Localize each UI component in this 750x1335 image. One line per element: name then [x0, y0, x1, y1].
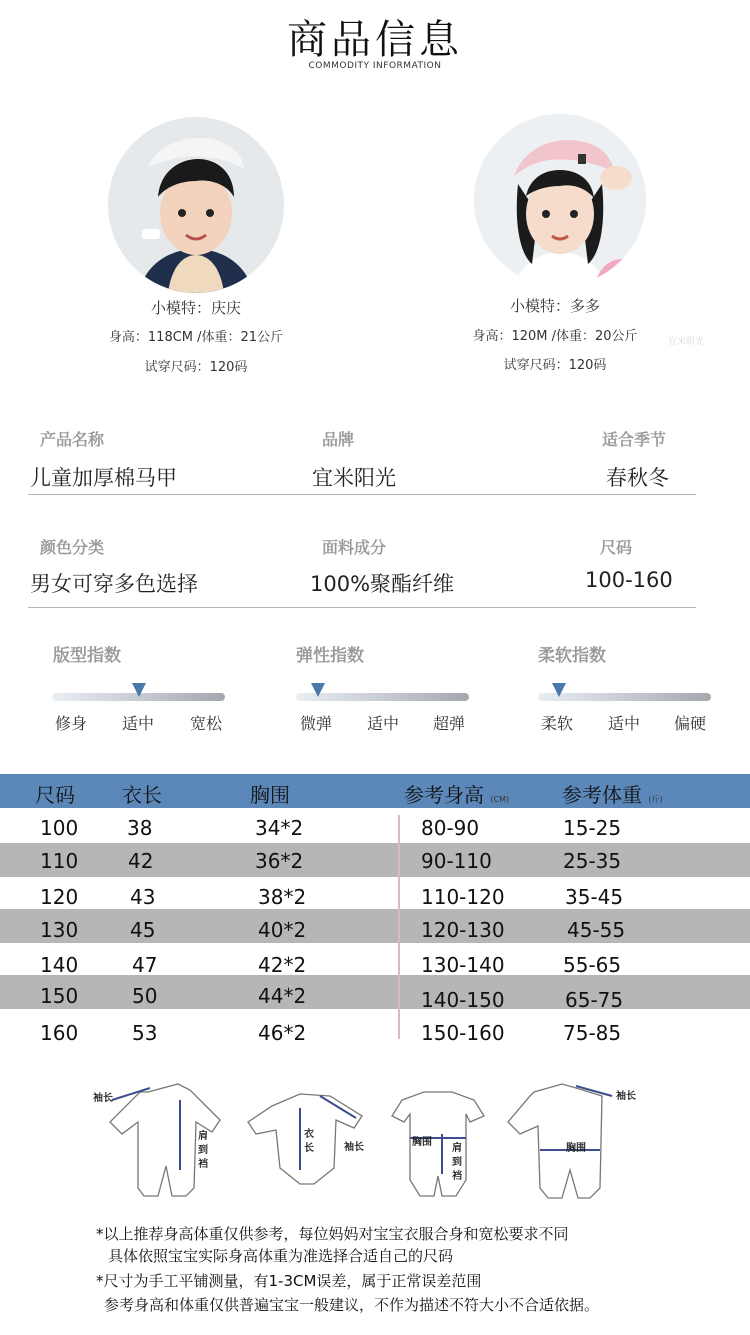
- index-title-elasticity: 弹性指数: [296, 646, 364, 666]
- cell-chest: 34*2: [255, 816, 304, 840]
- index-title-softness: 柔软指数: [538, 646, 606, 666]
- page-subtitle: COMMODITY INFORMATION: [308, 61, 442, 71]
- spec-label: 尺码: [600, 538, 633, 557]
- cell-height: 130-140: [421, 953, 505, 977]
- index-tick: 适中: [122, 714, 155, 733]
- table-header-size: 尺码: [35, 783, 75, 807]
- divider: [28, 607, 696, 608]
- elasticity-index-marker: [311, 683, 325, 697]
- cell-chest: 44*2: [258, 984, 307, 1008]
- cell-size: 120: [40, 885, 79, 909]
- diagram-label: 胸围: [566, 1143, 586, 1154]
- diagram-label: 袖长: [93, 1093, 113, 1104]
- girl-portrait-icon: [474, 114, 646, 286]
- model-size: 试穿尺码：120码: [503, 358, 607, 373]
- row-band: [0, 975, 750, 1009]
- note-line: *以上推荐身高体重仅供参考，每位妈妈对宝宝衣服合身和宽松要求不同: [96, 1225, 569, 1243]
- cell-weight: 15-25: [563, 816, 622, 840]
- index-tick: 超弹: [433, 714, 466, 733]
- spec-label: 颜色分类: [40, 538, 105, 557]
- cell-length: 50: [132, 984, 158, 1008]
- cell-size: 100: [40, 816, 79, 840]
- model-boy-photo: [108, 117, 284, 293]
- index-tick: 适中: [608, 714, 641, 733]
- cell-size: 110: [40, 849, 79, 873]
- cell-chest: 40*2: [258, 918, 307, 942]
- page-title: 商品信息: [287, 17, 463, 63]
- diagram-label: 袖长: [616, 1091, 636, 1102]
- index-tick: 微弹: [300, 714, 333, 733]
- spec-label: 适合季节: [602, 430, 667, 449]
- cell-length: 47: [132, 953, 158, 977]
- index-title-fit: 版型指数: [53, 646, 121, 666]
- cell-length: 45: [130, 918, 156, 942]
- cell-size: 140: [40, 953, 79, 977]
- cell-chest: 42*2: [258, 953, 307, 977]
- table-header-height: 参考身高 (CM): [404, 783, 510, 807]
- model-girl-photo: [474, 114, 646, 286]
- spec-value: 宜米阳光: [312, 466, 396, 490]
- cell-height: 80-90: [421, 816, 480, 840]
- softness-index-marker: [552, 683, 566, 697]
- cell-weight: 75-85: [563, 1021, 622, 1045]
- row-band: [0, 909, 750, 943]
- divider: [28, 494, 696, 495]
- cell-weight: 55-65: [563, 953, 622, 977]
- cell-height: 90-110: [421, 849, 492, 873]
- index-tick: 宽松: [190, 714, 223, 733]
- cell-height: 140-150: [421, 988, 505, 1012]
- diagram-label: 胸围: [412, 1137, 432, 1148]
- boy-portrait-icon: [108, 117, 284, 293]
- cell-length: 38: [127, 816, 153, 840]
- cell-length: 43: [130, 885, 156, 909]
- cell-height: 120-130: [421, 918, 505, 942]
- diagram-label: 袖长: [344, 1142, 364, 1153]
- diagram-label: 肩 到 裆: [452, 1143, 462, 1182]
- cell-chest: 46*2: [258, 1021, 307, 1045]
- cell-size: 160: [40, 1021, 79, 1045]
- short-sleeve-romper-icon: [392, 1092, 484, 1196]
- index-tick: 修身: [55, 714, 88, 733]
- spec-value: 100%聚酯纤维: [310, 572, 455, 596]
- cell-weight: 35-45: [565, 885, 624, 909]
- table-header-chest: 胸围: [250, 783, 290, 807]
- index-tick: 柔软: [541, 714, 574, 733]
- table-header-weight: 参考体重 (斤): [562, 783, 663, 807]
- index-tick: 适中: [367, 714, 400, 733]
- cell-length: 42: [128, 849, 154, 873]
- diagram-label: 肩 到 裆: [198, 1131, 208, 1170]
- fit-index-marker: [132, 683, 146, 697]
- note-line: *尺寸为手工平铺测量，有1-3CM误差，属于正常误差范围: [96, 1272, 482, 1290]
- cell-height: 110-120: [421, 885, 505, 909]
- model-size: 试穿尺码：120码: [144, 360, 248, 375]
- cell-size: 150: [40, 984, 79, 1008]
- model-stats: 身高：120M /体重：20公斤: [472, 329, 638, 344]
- long-sleeve-romper-back-icon: [508, 1084, 602, 1198]
- watermark: 宜米阳光: [668, 337, 705, 347]
- spec-label: 面料成分: [322, 538, 387, 557]
- table-header-length: 衣长: [122, 783, 162, 807]
- index-tick: 偏硬: [674, 714, 707, 733]
- note-line: 参考身高和体重仅供普遍宝宝一般建议，不作为描述不符大小不合适依据。: [104, 1296, 600, 1314]
- cell-chest: 38*2: [258, 885, 307, 909]
- diagram-label: 衣 长: [304, 1129, 314, 1154]
- cell-height: 150-160: [421, 1021, 505, 1045]
- table-divider-line: [398, 815, 400, 1039]
- spec-value: 男女可穿多色选择: [30, 572, 198, 596]
- row-band: [0, 843, 750, 877]
- model-stats: 身高：118CM /体重：21公斤: [108, 330, 284, 345]
- note-line: 具体依照宝宝实际身高体重为准选择合适自己的尺码: [108, 1247, 454, 1265]
- cell-size: 130: [40, 918, 79, 942]
- spec-value: 儿童加厚棉马甲: [30, 466, 177, 490]
- model-name: 小模特：多多: [509, 297, 600, 315]
- cell-chest: 36*2: [255, 849, 304, 873]
- cell-weight: 45-55: [567, 918, 626, 942]
- spec-value: 春秋冬: [606, 466, 669, 490]
- spec-label: 产品名称: [40, 430, 105, 449]
- cell-length: 53: [132, 1021, 158, 1045]
- spec-label: 品牌: [322, 430, 355, 449]
- cell-weight: 65-75: [565, 988, 624, 1012]
- cell-weight: 25-35: [563, 849, 622, 873]
- model-name: 小模特：庆庆: [150, 299, 241, 317]
- spec-value: 100-160: [585, 568, 673, 592]
